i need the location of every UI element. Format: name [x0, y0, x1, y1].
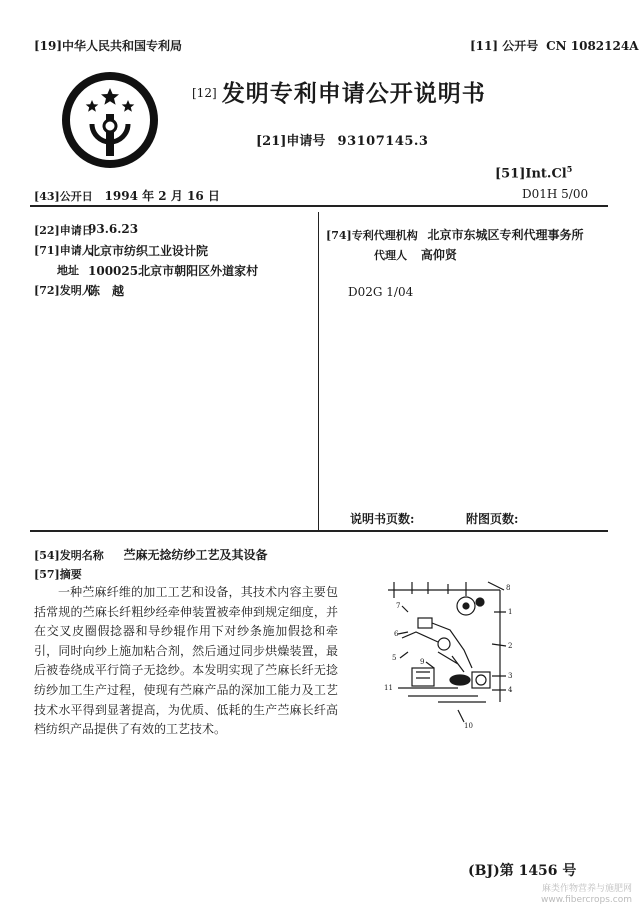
- patent-agency-value: 北京市东城区专利代理事务所: [427, 228, 584, 242]
- filing-date: [34, 222, 139, 238]
- patent-office-emblem: [62, 72, 158, 168]
- figure-number: 4: [508, 686, 513, 694]
- applicant-label: [71]申请人: [34, 244, 93, 257]
- publication-number: [470, 37, 639, 54]
- header-divider: [30, 205, 608, 207]
- invention-title: [34, 546, 268, 563]
- column-divider: [318, 212, 319, 530]
- int-cl-value: D01H 5/00: [522, 187, 589, 201]
- figure-number: 9: [420, 658, 425, 666]
- figure-number: 5: [392, 654, 397, 662]
- abstract-text: 一种苎麻纤维的加工工艺和设备，其技术内容主要包括常规的苎麻长纤粗纱经牵伸装置被牵伸到规定细度，并在交叉皮圈假捻器和导纱辊作用下对纱条施加假捻和牵引，同时向纱上施加粘合剂，然后通过同步烘燥装置，最后被卷绕成平行筒子无捻纱。本发明实现了苎麻长纤无捻纺纱加工生产过程，使现有苎麻产品的深加工能力及工艺技术水平得到显著提高，为优质、低耗的生产苎麻长纤高档纺织产品提供了有效的工艺技术。: [34, 585, 338, 737]
- watermark: [541, 884, 632, 906]
- patent-agent-value: 高仰贤: [420, 248, 457, 262]
- secondary-classification: D02G 1/04: [348, 285, 414, 299]
- publication-date: [34, 187, 220, 204]
- figure-number: 7: [396, 602, 401, 610]
- figure-number: 1: [508, 608, 513, 616]
- application-number-value: 93107145.3: [337, 134, 429, 149]
- application-number-label: [21]申请号: [256, 134, 326, 149]
- applicant: [34, 242, 209, 258]
- publication-number-label: [11] 公开号: [470, 39, 539, 53]
- watermark-line: 麻类作物营养与施肥网: [541, 884, 632, 894]
- watermark-line: www.fibercrops.com: [541, 895, 632, 905]
- figure-number: 3: [508, 672, 513, 680]
- publication-date-label: [43]公开日: [34, 190, 93, 203]
- patent-agency-label: [74]专利代理机构: [326, 229, 418, 242]
- document-type-code: [12]: [192, 86, 217, 100]
- biblio-divider: [30, 530, 608, 532]
- figure-number: 11: [384, 684, 393, 692]
- apparatus-figure: [368, 572, 528, 732]
- address: [34, 262, 259, 278]
- invention-title-value: 苎麻无捻纺纱工艺及其设备: [123, 548, 268, 562]
- figure-number: 10: [464, 722, 473, 730]
- publication-number-value: CN 1082124A: [546, 39, 639, 53]
- address-value: 100025北京市朝阳区外道家村: [88, 264, 259, 278]
- filing-date-value: 93.6.23: [88, 222, 139, 236]
- figure-pages: 附图页数:: [466, 512, 519, 526]
- document-type: [192, 75, 486, 108]
- application-number: [256, 130, 428, 149]
- figure-number: 2: [508, 642, 513, 650]
- figure-number: 8: [506, 584, 511, 592]
- patent-agent: [374, 246, 457, 263]
- int-cl-label: [51]Int.Cl$^5$: [495, 164, 573, 182]
- document-type-title: 发明专利申请公开说明书: [221, 80, 486, 107]
- abstract-label: [57]摘要: [34, 568, 82, 581]
- patent-agency: [326, 226, 584, 243]
- description-pages: 说明书页数:: [350, 512, 415, 526]
- figure-number: 6: [394, 630, 399, 638]
- publication-date-value: 1994 年 2 月 16 日: [104, 189, 220, 203]
- applicant-value: 北京市纺织工业设计院: [88, 244, 209, 258]
- bj-number: (BJ)第 1456 号: [468, 863, 577, 879]
- inventor-value: 陈 越: [88, 284, 125, 298]
- country-office: [19]中华人民共和国专利局: [34, 39, 183, 53]
- invention-title-label: [54]发明名称: [34, 549, 104, 562]
- abstract-text-block: [34, 583, 338, 740]
- inventor: [34, 282, 125, 298]
- filing-date-label: [22]申请日: [34, 224, 93, 237]
- int-cl-edition: 5: [566, 164, 573, 174]
- inventor-label: [72]发明人: [34, 284, 93, 297]
- patent-agent-label: 代理人: [374, 249, 407, 262]
- address-label: 地址: [57, 264, 79, 277]
